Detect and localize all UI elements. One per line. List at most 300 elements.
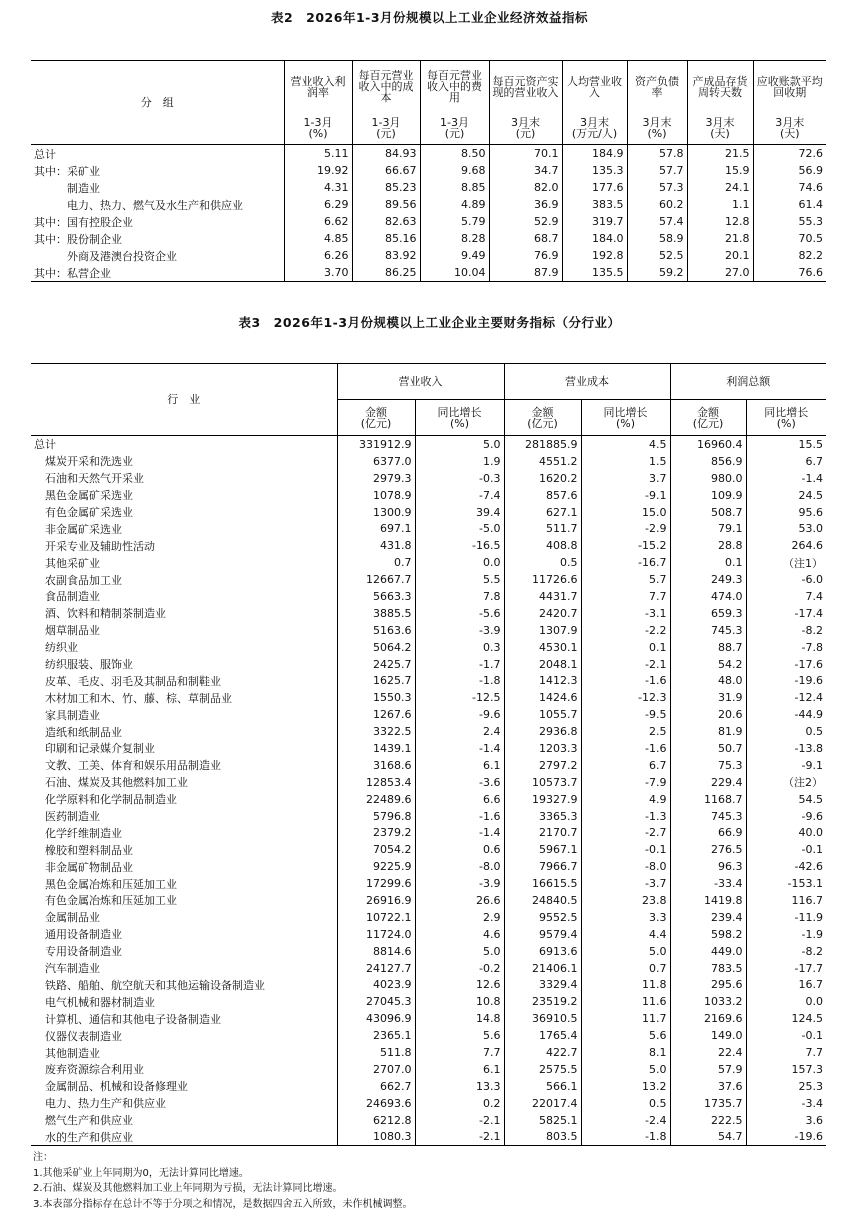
table-cell: 75.3 [670, 757, 746, 774]
table-cell: -1.8 [581, 1129, 670, 1146]
table-cell: 82.63 [352, 213, 420, 230]
table-cell: 4431.7 [504, 588, 581, 605]
table-cell: 249.3 [670, 571, 746, 588]
row-label: 黑色金属冶炼和压延加工业 [34, 877, 177, 891]
table-row [31, 774, 826, 791]
table-cell: 87.9 [489, 264, 562, 282]
table3-sub-header: 同比增长 (%) [415, 400, 504, 436]
row-label: 其中：股份制企业 [34, 232, 122, 246]
table-row [31, 145, 826, 163]
table-row [31, 706, 826, 723]
note-line: 2.石油、煤炭及其他燃料加工业上年同期为亏损，无法计算同比增速。 [33, 1183, 343, 1194]
table3-body [31, 436, 826, 1146]
table-cell: 4530.1 [504, 639, 581, 656]
table-cell: -15.2 [581, 537, 670, 554]
table-cell: -7.4 [415, 487, 504, 504]
row-label: 纺织业 [34, 641, 78, 655]
table-cell: 1.9 [415, 453, 504, 470]
table-cell: 74.6 [753, 179, 826, 196]
row-label: 煤炭开采和洗选业 [34, 455, 133, 469]
table-cell: 96.3 [670, 858, 746, 875]
table-row [31, 1061, 826, 1078]
table2-unit-header [489, 113, 562, 145]
table-cell: 856.9 [670, 453, 746, 470]
table-cell: 37.6 [670, 1078, 746, 1095]
table-cell: 4.89 [420, 196, 489, 213]
table-cell: 10.8 [415, 993, 504, 1010]
table-cell: 12853.4 [337, 774, 415, 791]
table2-title: 表2 2026年1-3月份规模以上工业企业经济效益指标 [270, 10, 589, 25]
table-cell: 54.5 [746, 791, 826, 808]
table-cell: 40.0 [746, 824, 826, 841]
table-cell: 19327.9 [504, 791, 581, 808]
table-cell: 11.7 [581, 1010, 670, 1027]
table-cell: 474.0 [670, 588, 746, 605]
table-cell: 25.3 [746, 1078, 826, 1095]
row-label: 汽车制造业 [34, 962, 100, 976]
table-row [31, 588, 826, 605]
table-cell: -2.1 [415, 1129, 504, 1146]
table-row [31, 1027, 826, 1044]
table-cell: 24.5 [746, 487, 826, 504]
table-cell: 82.2 [753, 247, 826, 264]
table-cell: 6377.0 [337, 453, 415, 470]
table-cell: 3.7 [581, 470, 670, 487]
table-cell: -44.9 [746, 706, 826, 723]
table-cell: -0.2 [415, 960, 504, 977]
table-cell: 39.4 [415, 504, 504, 521]
table-cell: 57.9 [670, 1061, 746, 1078]
table-cell: 9.49 [420, 247, 489, 264]
table-cell: -9.6 [746, 808, 826, 825]
table2-group-header: 分 组 [31, 61, 284, 145]
table-cell: 11724.0 [337, 926, 415, 943]
row-label: 专用设备制造业 [34, 945, 122, 959]
table-cell: 3168.6 [337, 757, 415, 774]
table-cell: （注2） [746, 774, 826, 791]
table-cell: 2.5 [581, 723, 670, 740]
table2-unit: (元) [444, 127, 465, 141]
table3-title: 表3 2026年1-3月份规模以上工业企业主要财务指标（分行业） [238, 315, 621, 330]
table-cell: 177.6 [562, 179, 627, 196]
table-cell: 52.5 [627, 247, 687, 264]
table-cell: -9.6 [415, 706, 504, 723]
table-cell: 26916.9 [337, 892, 415, 909]
row-label: 皮革、毛皮、羽毛及其制品和制鞋业 [34, 674, 221, 688]
table-cell: 59.2 [627, 264, 687, 282]
table-cell: -3.7 [581, 875, 670, 892]
table-cell: 0.0 [415, 554, 504, 571]
table-cell: -9.1 [581, 487, 670, 504]
row-label: 非金属矿采选业 [34, 522, 122, 536]
table-cell: -7.8 [746, 639, 826, 656]
table-cell: 4.5 [581, 436, 670, 453]
table-cell: 6.7 [581, 757, 670, 774]
table-cell: 11726.6 [504, 571, 581, 588]
table-row [31, 808, 826, 825]
table2-period: 1-3月 [303, 116, 333, 130]
table-cell: 109.9 [670, 487, 746, 504]
row-label: 橡胶和塑料制品业 [34, 843, 133, 857]
table-cell: 5163.6 [337, 622, 415, 639]
table-cell: 659.3 [670, 605, 746, 622]
table-cell: -3.9 [415, 875, 504, 892]
table-cell: 2.9 [415, 909, 504, 926]
row-label: 金属制品、机械和设备修理业 [34, 1080, 188, 1094]
table-row [31, 504, 826, 521]
table-cell: 598.2 [670, 926, 746, 943]
table-cell: 55.3 [753, 213, 826, 230]
row-label: 计算机、通信和其他电子设备制造业 [34, 1012, 221, 1026]
table-cell: （注1） [746, 554, 826, 571]
table-row [31, 162, 826, 179]
table-cell: 11.8 [581, 977, 670, 994]
table-cell: 1620.2 [504, 470, 581, 487]
table-cell: 1439.1 [337, 740, 415, 757]
row-label: 通用设备制造业 [34, 928, 122, 942]
table-cell: -8.2 [746, 622, 826, 639]
table-cell: 48.0 [670, 672, 746, 689]
table-row [31, 520, 826, 537]
table-cell: 408.8 [504, 537, 581, 554]
table-cell: 6.1 [415, 1061, 504, 1078]
table-cell: 2575.5 [504, 1061, 581, 1078]
table2-unit-header [753, 113, 826, 145]
table-cell: 783.5 [670, 960, 746, 977]
table-cell: 184.9 [562, 145, 627, 163]
table-cell: 5.6 [415, 1027, 504, 1044]
row-label: 水的生产和供应业 [34, 1130, 133, 1144]
row-label: 纺织服装、服饰业 [34, 658, 133, 672]
table-cell: 3885.5 [337, 605, 415, 622]
table-cell: 8.1 [581, 1044, 670, 1061]
table-cell: 17299.6 [337, 875, 415, 892]
table-cell: 82.0 [489, 179, 562, 196]
table-cell: 5.0 [581, 1061, 670, 1078]
table-cell: 12667.7 [337, 571, 415, 588]
table-cell: 2707.0 [337, 1061, 415, 1078]
table-cell: -1.6 [581, 672, 670, 689]
table2-period: 3月末 [511, 116, 540, 130]
table-cell: 5967.1 [504, 841, 581, 858]
table-cell: 54.2 [670, 656, 746, 673]
table-cell: 0.7 [337, 554, 415, 571]
table-cell: 13.2 [581, 1078, 670, 1095]
table-cell: 2425.7 [337, 656, 415, 673]
table-cell: 6.1 [415, 757, 504, 774]
table-row [31, 537, 826, 554]
table-cell: 0.1 [670, 554, 746, 571]
table-cell: 23.8 [581, 892, 670, 909]
table3-sub-header: 金额 (亿元) [504, 400, 581, 436]
table-cell: 135.5 [562, 264, 627, 282]
table-cell: 0.5 [581, 1095, 670, 1112]
table-cell: 1419.8 [670, 892, 746, 909]
table-cell: 85.23 [352, 179, 420, 196]
table2-period: 1-3月 [440, 116, 469, 130]
table3-sub-header: 金额 (亿元) [337, 400, 415, 436]
table-cell: 6.7 [746, 453, 826, 470]
table-cell: -6.0 [746, 571, 826, 588]
table-cell: 57.3 [627, 179, 687, 196]
table-cell: 11.6 [581, 993, 670, 1010]
table-cell: 149.0 [670, 1027, 746, 1044]
table-cell: 81.9 [670, 723, 746, 740]
table-cell: 1.1 [687, 196, 753, 213]
table3-industry-header: 行 业 [31, 364, 337, 436]
table-row [31, 740, 826, 757]
table-cell: 5.0 [581, 943, 670, 960]
table-cell: 264.6 [746, 537, 826, 554]
table-row [31, 470, 826, 487]
row-label: 电气机械和器材制造业 [34, 995, 155, 1009]
table-cell: -17.6 [746, 656, 826, 673]
note-line: 注： [33, 1152, 53, 1163]
table-cell: 627.1 [504, 504, 581, 521]
table-cell: 89.56 [352, 196, 420, 213]
table-cell: 4023.9 [337, 977, 415, 994]
table-cell: -5.6 [415, 605, 504, 622]
table-cell: 2979.3 [337, 470, 415, 487]
table-cell: 52.9 [489, 213, 562, 230]
table-cell: 66.67 [352, 162, 420, 179]
table-cell: 1055.7 [504, 706, 581, 723]
table-cell: 1735.7 [670, 1095, 746, 1112]
table-cell: 57.7 [627, 162, 687, 179]
table-cell: -9.1 [746, 757, 826, 774]
table-cell: -2.1 [415, 1112, 504, 1129]
table-cell: -12.4 [746, 689, 826, 706]
table-row [31, 639, 826, 656]
row-label: 印刷和记录媒介复制业 [34, 742, 155, 756]
table-cell: 5.0 [415, 436, 504, 453]
table-cell: 745.3 [670, 622, 746, 639]
table-cell: -1.6 [581, 740, 670, 757]
table2-unit-header [627, 113, 687, 145]
table-cell: 21.5 [687, 145, 753, 163]
table3-sub-header: 金额 (亿元) [670, 400, 746, 436]
table-cell: 57.4 [627, 213, 687, 230]
row-label: 食品制造业 [34, 590, 100, 604]
table-cell: 2379.2 [337, 824, 415, 841]
table2-period: 3月末 [580, 116, 609, 130]
table-row [31, 960, 826, 977]
table-row [31, 757, 826, 774]
table-cell: 803.5 [504, 1129, 581, 1146]
table-cell: 1412.3 [504, 672, 581, 689]
row-label: 总计 [34, 147, 56, 161]
table-cell: -8.0 [415, 858, 504, 875]
table-cell: -2.9 [581, 520, 670, 537]
row-label: 农副食品加工业 [34, 573, 122, 587]
row-label: 开采专业及辅助性活动 [34, 539, 155, 553]
table-row [31, 841, 826, 858]
table-cell: -5.0 [415, 520, 504, 537]
table3 [31, 363, 826, 1146]
table-cell: 3322.5 [337, 723, 415, 740]
table-cell: 76.6 [753, 264, 826, 282]
table-cell: -3.9 [415, 622, 504, 639]
table-cell: 5.0 [415, 943, 504, 960]
table-cell: 15.5 [746, 436, 826, 453]
table-cell: 7.7 [415, 1044, 504, 1061]
table-cell: -33.4 [670, 875, 746, 892]
table-cell: 27045.3 [337, 993, 415, 1010]
table-cell: 12.8 [687, 213, 753, 230]
table-cell: 0.7 [581, 960, 670, 977]
table-cell: 2169.6 [670, 1010, 746, 1027]
table-cell: -16.7 [581, 554, 670, 571]
table-row [31, 672, 826, 689]
table-cell: 281885.9 [504, 436, 581, 453]
table-cell: 697.1 [337, 520, 415, 537]
table-cell: 16615.5 [504, 875, 581, 892]
table-row [31, 909, 826, 926]
table-cell: 1550.3 [337, 689, 415, 706]
table-row [31, 554, 826, 571]
table-cell: 1203.3 [504, 740, 581, 757]
table-row [31, 622, 826, 639]
table-cell: 4.31 [284, 179, 352, 196]
table2-unit: (万元/人) [571, 127, 618, 141]
row-label: 其他制造业 [34, 1046, 100, 1060]
table-cell: 12.6 [415, 977, 504, 994]
table-cell: -12.3 [581, 689, 670, 706]
table-cell: 3329.4 [504, 977, 581, 994]
table-cell: 4.85 [284, 230, 352, 247]
table-row [31, 196, 826, 213]
table-cell: 3.70 [284, 264, 352, 282]
table-cell: 3365.3 [504, 808, 581, 825]
table3-group-header: 利润总额 [670, 364, 826, 400]
table-cell: -2.1 [581, 656, 670, 673]
table-cell: 1765.4 [504, 1027, 581, 1044]
table-row [31, 230, 826, 247]
table-row [31, 1112, 826, 1129]
table-cell: 58.9 [627, 230, 687, 247]
table2-unit: (天) [710, 127, 730, 141]
table-cell: -8.2 [746, 943, 826, 960]
table-cell: 1307.9 [504, 622, 581, 639]
table-cell: 8.28 [420, 230, 489, 247]
table-cell: 53.0 [746, 520, 826, 537]
table-cell: 68.7 [489, 230, 562, 247]
table-cell: 7054.2 [337, 841, 415, 858]
table-row [31, 1044, 826, 1061]
table-cell: -19.6 [746, 1129, 826, 1146]
table-cell: -8.0 [581, 858, 670, 875]
table-cell: 422.7 [504, 1044, 581, 1061]
table-cell: 22489.6 [337, 791, 415, 808]
table-cell: 1625.7 [337, 672, 415, 689]
table-cell: 5796.8 [337, 808, 415, 825]
table-cell: 6.62 [284, 213, 352, 230]
table-cell: 3.3 [581, 909, 670, 926]
row-label: 废弃资源综合利用业 [34, 1063, 144, 1077]
table-row [31, 213, 826, 230]
table-cell: 508.7 [670, 504, 746, 521]
row-label: 外商及港澳台投资企业 [34, 249, 177, 263]
table-cell: 83.92 [352, 247, 420, 264]
table-cell: 21.8 [687, 230, 753, 247]
table-cell: 135.3 [562, 162, 627, 179]
table-cell: -12.5 [415, 689, 504, 706]
table-row [31, 689, 826, 706]
table-row [31, 1078, 826, 1095]
table-cell: -11.9 [746, 909, 826, 926]
table-cell: 1424.6 [504, 689, 581, 706]
row-label: 有色金属冶炼和压延加工业 [34, 894, 177, 908]
row-label: 文教、工美、体育和娱乐用品制造业 [34, 759, 221, 773]
table-row [31, 487, 826, 504]
table-cell: 79.1 [670, 520, 746, 537]
table-cell: -13.8 [746, 740, 826, 757]
table2-column-header: 应收账款平均回收期 [753, 61, 826, 113]
note-line: 3.本表部分指标存在总计不等于分项之和情况，是数据四舍五入所致，未作机械调整。 [33, 1198, 413, 1210]
table-cell: 10573.7 [504, 774, 581, 791]
table-cell: 21406.1 [504, 960, 581, 977]
table-cell: 5.79 [420, 213, 489, 230]
table-cell: 1078.9 [337, 487, 415, 504]
table-cell: 9552.5 [504, 909, 581, 926]
table-cell: 66.9 [670, 824, 746, 841]
table-cell: 6.29 [284, 196, 352, 213]
table-cell: 50.7 [670, 740, 746, 757]
table-row [31, 926, 826, 943]
table-row [31, 875, 826, 892]
table-cell: 331912.9 [337, 436, 415, 453]
table-cell: -1.9 [746, 926, 826, 943]
table-cell: -1.6 [415, 808, 504, 825]
table-cell: 70.5 [753, 230, 826, 247]
table2-unit: (天) [779, 127, 800, 141]
table2-body [31, 145, 826, 282]
table-cell: -17.4 [746, 605, 826, 622]
table-cell: 9.68 [420, 162, 489, 179]
table-cell: -1.8 [415, 672, 504, 689]
table-row [31, 943, 826, 960]
table-cell: -0.1 [581, 841, 670, 858]
table-row [31, 179, 826, 196]
table-cell: 57.8 [627, 145, 687, 163]
table-cell: 10.04 [420, 264, 489, 282]
table-cell: 1168.7 [670, 791, 746, 808]
table-cell: 95.6 [746, 504, 826, 521]
table-cell: 85.16 [352, 230, 420, 247]
table-cell: 511.8 [337, 1044, 415, 1061]
table2-column-header: 人均营业收入 [562, 61, 627, 113]
table-cell: 5.6 [581, 1027, 670, 1044]
table-cell: 511.7 [504, 520, 581, 537]
table2-unit-header [352, 113, 420, 145]
row-label: 酒、饮料和精制茶制造业 [34, 607, 166, 621]
table-cell: 24127.7 [337, 960, 415, 977]
table-cell: 0.0 [746, 993, 826, 1010]
row-label: 铁路、船舶、航空航天和其他运输设备制造业 [34, 978, 265, 992]
table-row [31, 656, 826, 673]
table2-column-header: 每百元营业收入中的费用 [420, 61, 489, 113]
row-label: 烟草制品业 [34, 624, 100, 638]
table-cell: -1.7 [415, 656, 504, 673]
table-row [31, 791, 826, 808]
table2-unit: (元) [515, 127, 536, 141]
row-label: 电力、热力生产和供应业 [34, 1097, 166, 1111]
table-cell: 61.4 [753, 196, 826, 213]
table-cell: 116.7 [746, 892, 826, 909]
table-cell: 16.7 [746, 977, 826, 994]
table2-unit: (%) [308, 127, 328, 141]
table-row [31, 1095, 826, 1112]
